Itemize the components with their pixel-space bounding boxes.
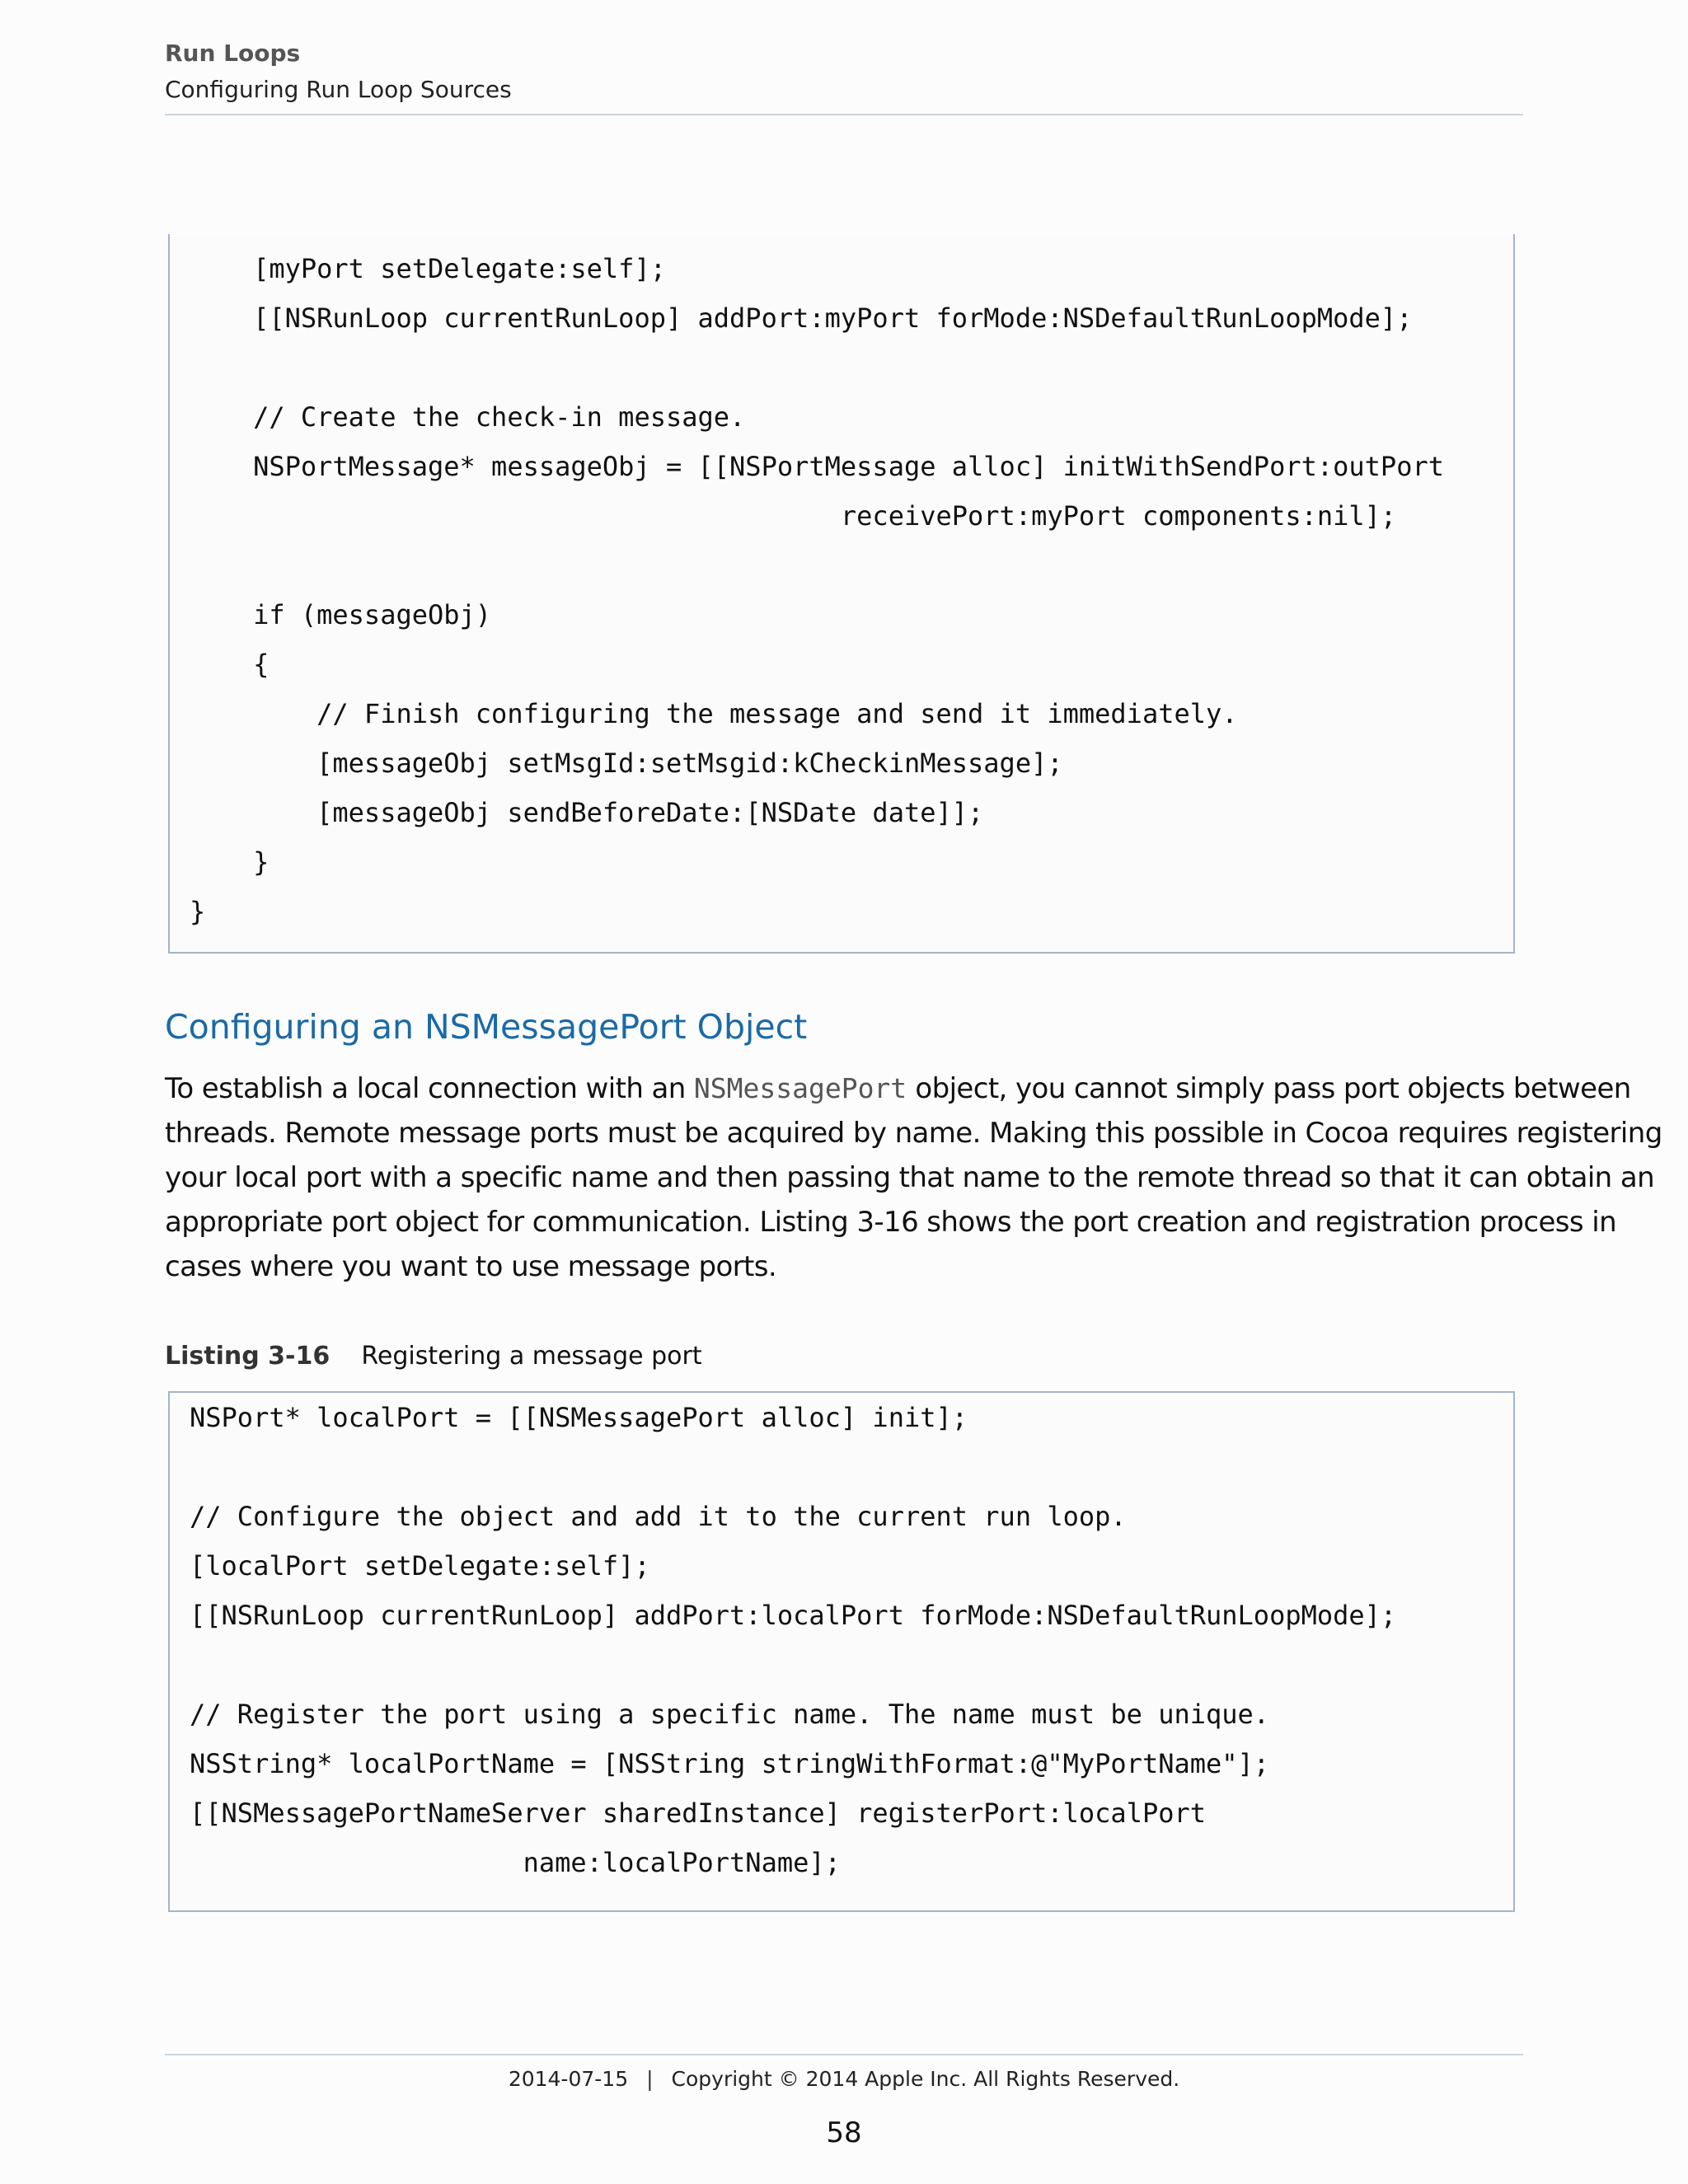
code-line: [[NSRunLoop currentRunLoop] addPort:localPort forMode:NSDefaultRunLoopMode];: [190, 1600, 1397, 1631]
code-line: [[NSRunLoop currentRunLoop] addPort:myPort forMode:NSDefaultRunLoopMode];: [190, 302, 1413, 334]
listing-title: Registering a message port: [361, 1342, 702, 1371]
paragraph-line: threads. Remote message ports must be acquired by name. Making this possible in Cocoa requires registering: [165, 1117, 1662, 1150]
paragraph-line: appropriate port object for communication. Listing 3-16 shows the port creation and registration process in: [165, 1206, 1617, 1239]
footer: [0, 2067, 1688, 2091]
paragraph-text: object, you cannot simply pass port objects between: [907, 1072, 1631, 1105]
code-line: [messageObj setMsgId:setMsgid:kCheckinMessage];: [190, 748, 1063, 779]
code-line: // Register the port using a specific name. The name must be unique.: [190, 1699, 1270, 1730]
code-line: }: [190, 846, 270, 878]
code-listing-3-16: [168, 1391, 1515, 1912]
code-line: {: [190, 649, 270, 680]
page-number: 58: [826, 2116, 862, 2149]
code-line: [localPort setDelegate:self];: [190, 1550, 650, 1582]
paragraph-line: your local port with a specific name and then passing that name to the remote thread so that it can obtain an: [165, 1161, 1655, 1194]
paragraph-text: To establish a local connection with an: [165, 1072, 694, 1105]
code-line: NSString* localPortName = [NSString stringWithFormat:@"MyPortName"];: [190, 1748, 1270, 1779]
paragraph-line: cases where you want to use message ports.: [165, 1250, 777, 1283]
header-section-title: Configuring Run Loop Sources: [165, 76, 512, 103]
code-line: receivePort:myPort components:nil];: [190, 500, 1397, 532]
inline-code: NSMessagePort: [693, 1072, 907, 1104]
header-divider: [165, 114, 1523, 115]
body-paragraph: [165, 1066, 1662, 1289]
footer-date: 2014-07-15: [508, 2067, 629, 2091]
code-line: // Finish configuring the message and send it immediately.: [190, 698, 1238, 729]
code-line: [messageObj sendBeforeDate:[NSDate date]];: [190, 797, 984, 828]
code-line: NSPortMessage* messageObj = [[NSPortMessage alloc] initWithSendPort:outPort: [190, 451, 1444, 482]
header-chapter-title: Run Loops: [165, 40, 301, 67]
code-line: NSPort* localPort = [[NSMessagePort alloc] init];: [190, 1402, 968, 1433]
code-line: [[NSMessagePortNameServer sharedInstance] registerPort:localPort: [190, 1797, 1206, 1829]
code-block-continued: [168, 234, 1515, 954]
code-line: if (messageObj): [190, 599, 492, 630]
footer-separator: |: [646, 2067, 654, 2091]
footer-copyright: Copyright © 2014 Apple Inc. All Rights Reserved.: [671, 2067, 1180, 2091]
code-line: // Configure the object and add it to the current run loop.: [190, 1501, 1127, 1532]
footer-divider: [165, 2054, 1523, 2055]
paragraph-line: [165, 1066, 1631, 1111]
code-line: [myPort setDelegate:self];: [190, 253, 666, 284]
listing-number: Listing 3-16: [165, 1342, 331, 1371]
listing-caption: [165, 1342, 702, 1371]
code-line: name:localPortName];: [190, 1847, 841, 1878]
section-heading: Configuring an NSMessagePort Object: [165, 1007, 808, 1047]
code-line: // Create the check-in message.: [190, 401, 746, 433]
code-line: }: [190, 896, 206, 927]
